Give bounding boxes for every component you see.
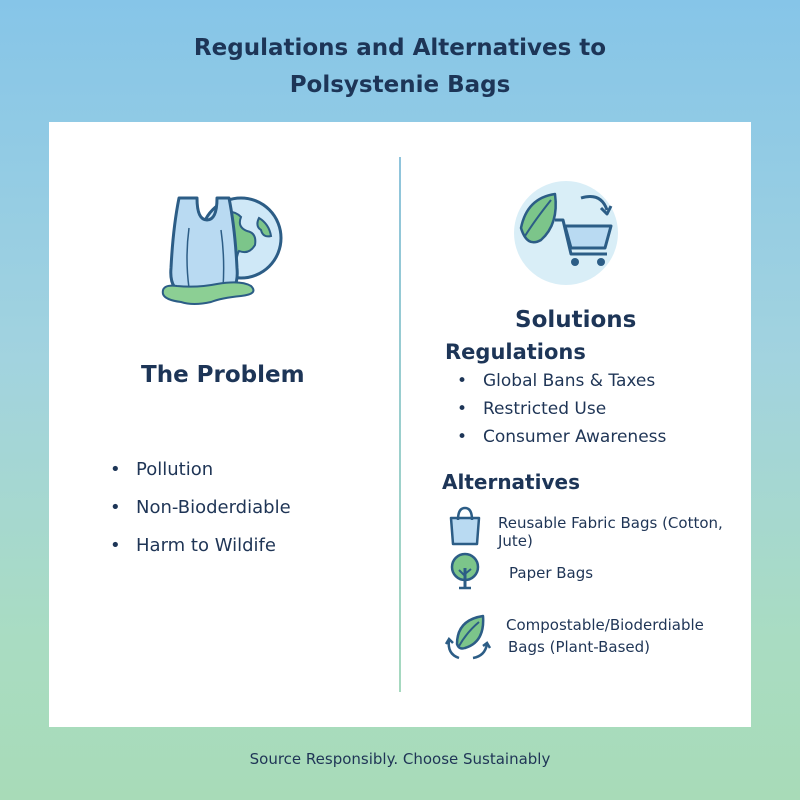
- column-divider: [399, 157, 401, 692]
- alternative-item-paper-bags: Paper Bags: [509, 564, 594, 582]
- page-title: [0, 30, 800, 104]
- alternatives-heading: Alternatives: [442, 470, 580, 494]
- list-item: • Restricted Use: [457, 398, 666, 426]
- regulations-list: [457, 370, 666, 454]
- list-item: • Pollution: [110, 458, 291, 496]
- alternative-item-label-line-1: Compostable/Bioderdiable: [506, 616, 704, 634]
- list-item: • Global Bans & Taxes: [457, 370, 666, 398]
- problem-heading: The Problem: [141, 362, 305, 388]
- tree-icon: [447, 552, 483, 592]
- solutions-heading: Solutions: [515, 307, 637, 333]
- leaf-cart-icon: [511, 178, 621, 288]
- list-item: • Consumer Awareness: [457, 426, 666, 454]
- footer-tagline: Source Responsibly. Choose Sustainably: [249, 750, 551, 768]
- shopping-bag-icon: [447, 506, 483, 546]
- title-line-2: Polsystenie Bags: [289, 72, 511, 98]
- alternative-item-fabric-bags: Reusable Fabric Bags (Cotton, Jute): [498, 514, 723, 550]
- content-card: [49, 122, 751, 727]
- alternative-item-label-line-2: Bags (Plant-Based): [508, 638, 651, 656]
- plastic-bag-globe-icon: [159, 188, 284, 313]
- regulations-heading: Regulations: [445, 340, 586, 364]
- title-line-1: Regulations and Alternatives to: [193, 35, 607, 61]
- list-item: • Non-Bioderdiable: [110, 496, 291, 534]
- list-item: • Harm to Wildife: [110, 534, 291, 572]
- leaf-recycle-icon: [443, 610, 493, 662]
- problem-list: [110, 458, 291, 572]
- alternative-item-compostable-bags: [506, 614, 704, 658]
